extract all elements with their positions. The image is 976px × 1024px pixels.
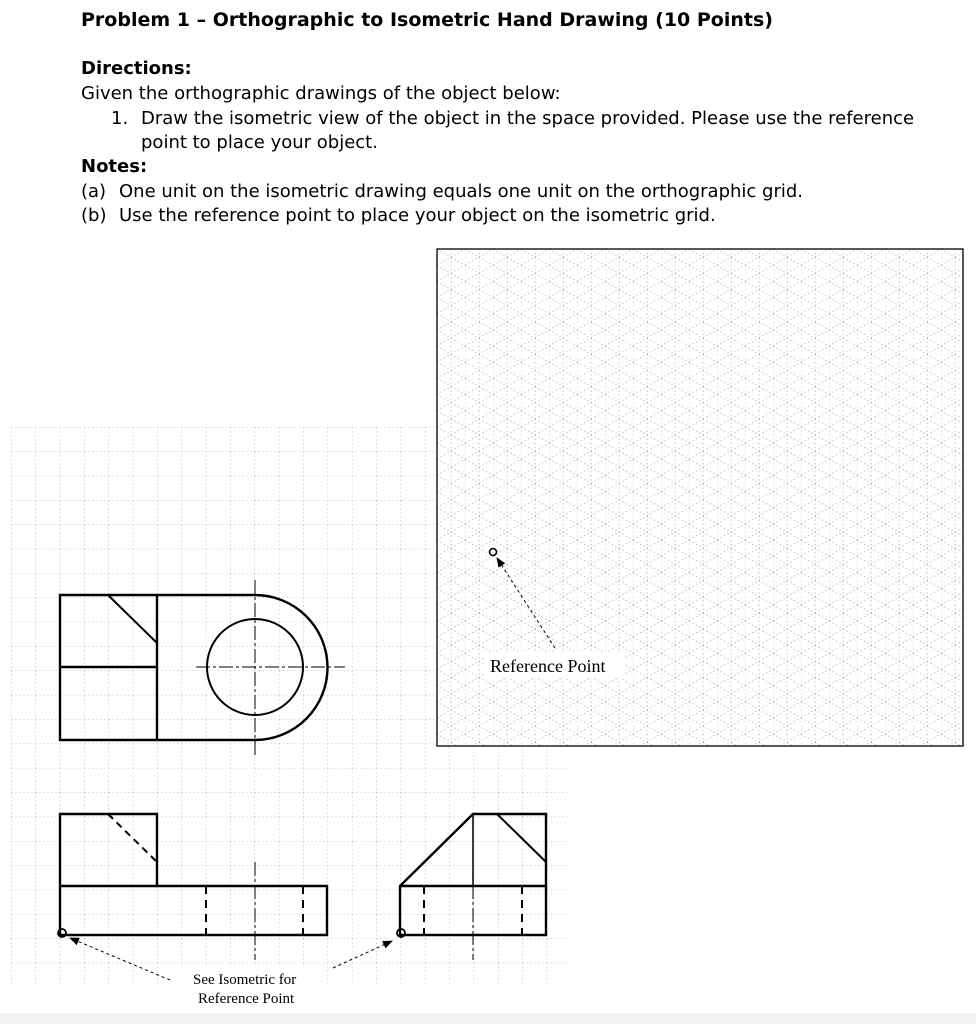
isometric-reference-label: Reference Point — [490, 656, 606, 676]
step-text-line2: point to place your object. — [141, 132, 378, 153]
page-bottom-edge — [0, 1013, 976, 1024]
step-number: 1. — [111, 108, 129, 129]
step-text-line1: Draw the isometric view of the object in the space provided. Please use the reference — [141, 108, 915, 129]
note-a-text: One unit on the isometric drawing equals one unit on the orthographic grid. — [119, 181, 804, 202]
ortho-label-line1: See Isometric for — [193, 972, 297, 988]
ortho-label-line2: Reference Point — [198, 991, 295, 1007]
notes-heading: Notes: — [81, 156, 148, 177]
note-b-marker: (b) — [81, 205, 107, 226]
directions-intro: Given the orthographic drawings of the object below: — [81, 83, 561, 104]
problem-title: Problem 1 – Orthographic to Isometric Hand Drawing (10 Points) — [81, 9, 773, 31]
note-b-text: Use the reference point to place your object on the isometric grid. — [119, 205, 716, 226]
directions-heading: Directions: — [81, 58, 192, 79]
note-a-marker: (a) — [81, 181, 107, 202]
